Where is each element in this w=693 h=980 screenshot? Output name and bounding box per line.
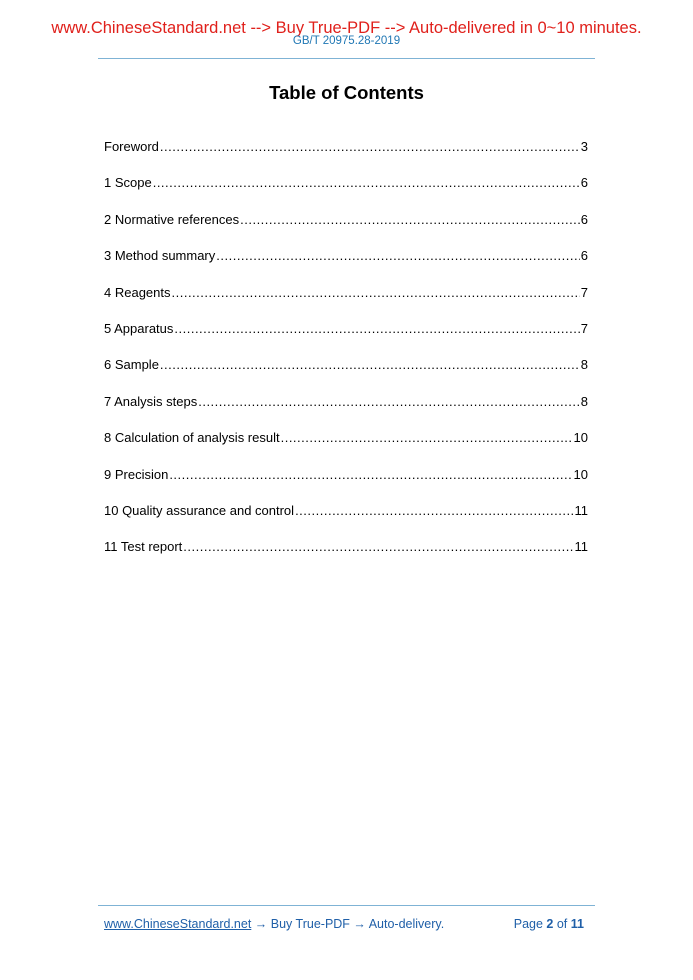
toc-leader-dots (198, 394, 580, 410)
toc-entry-test-report[interactable] (104, 539, 588, 575)
toc-title: Table of Contents (269, 82, 424, 103)
toc-entry-calculation[interactable] (104, 430, 588, 466)
toc-leader-dots (172, 285, 580, 301)
toc-entry-page: 7 (580, 320, 588, 336)
page-word: Page (513, 917, 543, 931)
toc-entry-label: 1 Scope (104, 175, 152, 191)
toc-entry-page: 3 (580, 139, 588, 154)
toc-entry-sample[interactable] (104, 357, 588, 393)
standard-code: GB/T 20975.28-2019 (292, 35, 401, 47)
toc-leader-dots (160, 139, 580, 155)
toc-entry-scope[interactable] (104, 175, 588, 211)
toc-entry-normative-references[interactable] (104, 212, 588, 248)
toc-entry-page: 6 (580, 248, 588, 264)
toc-entry-label: 2 Normative references (104, 211, 240, 227)
toc-entry-page: 10 (573, 430, 588, 446)
toc-leader-dots (169, 467, 572, 483)
toc-entry-label: 6 Sample (104, 357, 159, 373)
footer-promo-text: → Buy True-PDF → Auto-delivery. (251, 917, 445, 931)
toc-entry-page: 6 (580, 211, 588, 227)
toc-list (104, 139, 588, 576)
toc-entry-label: 8 Calculation of analysis result (104, 430, 280, 446)
footer-divider (98, 905, 595, 906)
page-indicator (514, 916, 584, 932)
header-divider (98, 58, 595, 59)
toc-entry-page: 11 (574, 539, 588, 555)
toc-entry-page: 8 (580, 393, 588, 409)
toc-leader-dots (281, 430, 573, 446)
toc-entry-label: 10 Quality assurance and control (104, 502, 295, 518)
toc-entry-label: Foreword (104, 139, 159, 154)
toc-entry-label: 5 Apparatus (104, 320, 174, 336)
toc-leader-dots (153, 175, 580, 191)
toc-entry-page: 6 (580, 175, 588, 191)
toc-entry-reagents[interactable] (104, 285, 588, 321)
footer-promo (104, 916, 444, 932)
toc-leader-dots (295, 503, 573, 519)
page-footer (104, 916, 584, 932)
toc-leader-dots (183, 539, 573, 555)
toc-entry-label: 7 Analysis steps (104, 393, 198, 409)
toc-entry-page: 11 (574, 502, 588, 518)
toc-entry-page: 7 (580, 284, 588, 300)
toc-leader-dots (174, 321, 579, 337)
toc-entry-label: 9 Precision (104, 466, 169, 482)
toc-entry-label: 4 Reagents (104, 284, 171, 300)
toc-entry-method-summary[interactable] (104, 248, 588, 284)
total-pages-number: 11 (570, 917, 584, 931)
toc-entry-quality-assurance[interactable] (104, 503, 588, 539)
toc-leader-dots (216, 248, 580, 264)
of-word: of (556, 917, 568, 931)
toc-entry-foreword[interactable] (104, 139, 588, 175)
toc-entry-page: 10 (573, 466, 588, 482)
promo-banner-link[interactable]: www.ChineseStandard.net --> Buy True-PDF --> Auto-delivered in 0~10 minutes. (51, 19, 642, 37)
toc-entry-label: 3 Method summary (104, 248, 216, 264)
footer-site-link[interactable]: www.ChineseStandard.net (104, 917, 252, 931)
toc-entry-apparatus[interactable] (104, 321, 588, 357)
toc-entry-analysis-steps[interactable] (104, 394, 588, 430)
current-page-number: 2 (546, 917, 554, 931)
toc-leader-dots (160, 357, 580, 373)
toc-entry-page: 8 (580, 357, 588, 373)
toc-entry-precision[interactable] (104, 467, 588, 503)
toc-leader-dots (240, 212, 580, 228)
toc-entry-label: 11 Test report (104, 539, 183, 555)
